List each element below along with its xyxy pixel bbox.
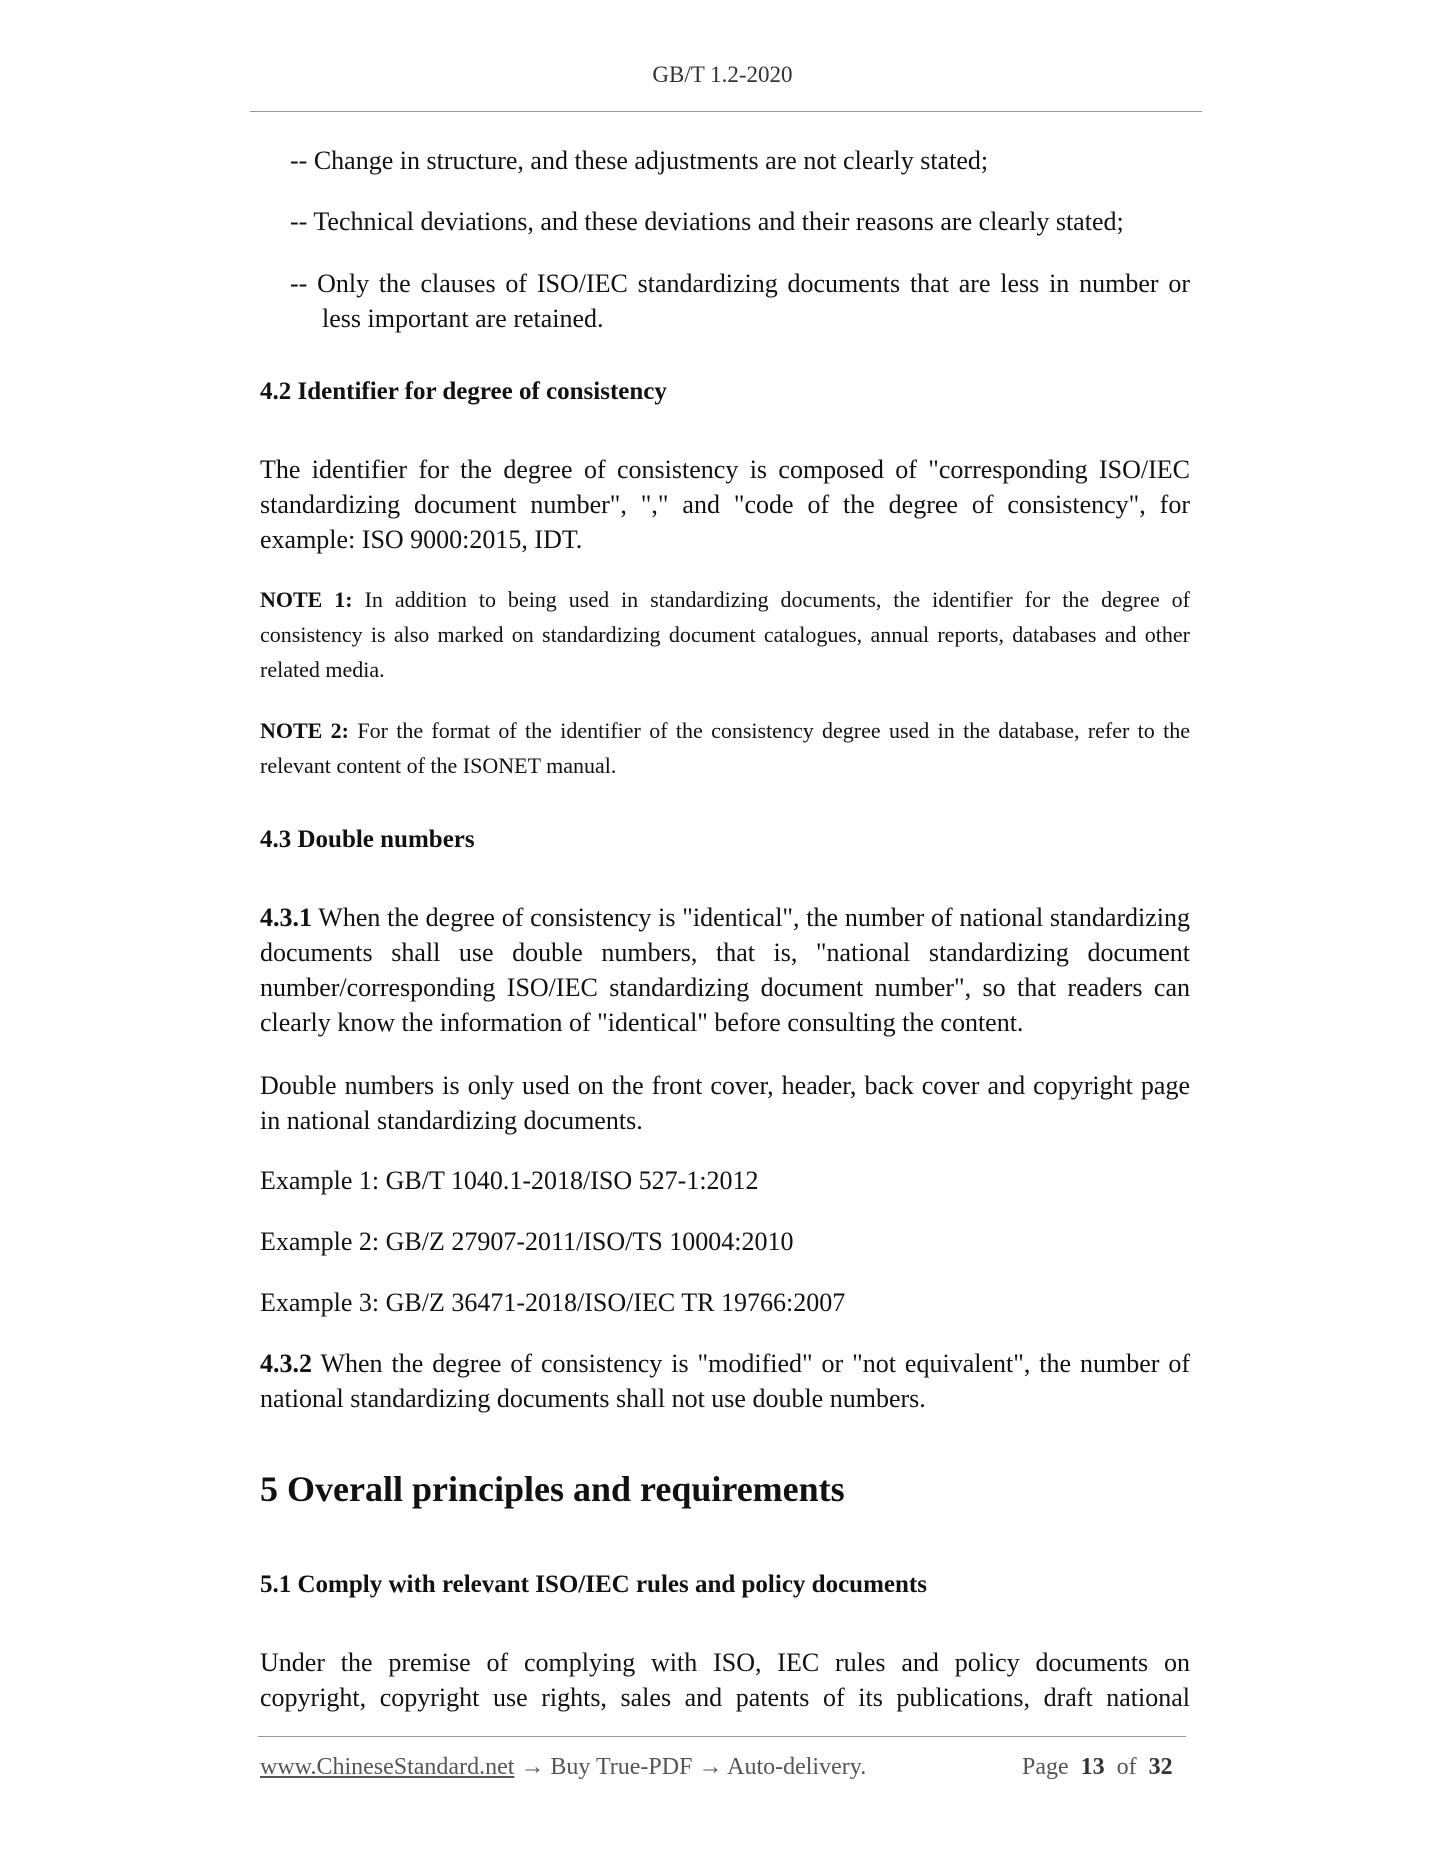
chapter-heading-5: 5 Overall principles and requirements (260, 1469, 845, 1509)
page-number: 13 (1080, 1754, 1105, 1780)
clause-number: 4.3.2 (260, 1349, 312, 1378)
paragraph (260, 1346, 1190, 1416)
example-1: Example 1: GB/T 1040.1-2018/ISO 527-1:2012 (260, 1166, 759, 1195)
section-heading-5-1: 5.1 Comply with relevant ISO/IEC rules and policy documents (260, 1571, 927, 1598)
bullet-item: -- Technical deviations, and these deviations and their reasons are clearly stated; (290, 207, 1124, 236)
note-text: In addition to being used in standardizing documents, the identifier for the degree of consistency is also marked on standardizing document catalogues, annual reports, databases and other related media. (260, 587, 1190, 682)
clause-text: When the degree of consistency is "identical", the number of national standardizing documents shall use double numbers, that is, "national standardizing document number/corresponding ISO/IEC standardizing document number", so that readers can clearly know the information of "identical" before consulting the content. (260, 903, 1190, 1037)
note-2 (260, 713, 1190, 783)
paragraph: Under the premise of complying with ISO, IEC rules and policy documents on copyright, copyright use rights, sales and patents of its publications, draft national (260, 1648, 1190, 1712)
note-label: NOTE 1: (260, 587, 353, 612)
page-total: 32 (1148, 1754, 1173, 1780)
example-2: Example 2: GB/Z 27907-2011/ISO/TS 10004:2010 (260, 1227, 794, 1256)
note-1 (260, 582, 1190, 687)
footer-divider (258, 1736, 1186, 1737)
section-heading-4-3: 4.3 Double numbers (260, 826, 475, 853)
clause-text: When the degree of consistency is "modified" or "not equivalent", the number of national standardizing documents shall not use double numbers. (260, 1349, 1190, 1413)
note-text: For the format of the identifier of the consistency degree used in the database, refer to the relevant content of the ISONET manual. (260, 718, 1190, 778)
paragraph: Double numbers is only used on the front cover, header, back cover and copyright page in national standardizing documents. (260, 1071, 1190, 1135)
section-heading-4-2: 4.2 Identifier for degree of consistency (260, 378, 667, 405)
header-divider (250, 111, 1202, 112)
page-indicator (1022, 1754, 1173, 1781)
bullet-item: -- Only the clauses of ISO/IEC standardizing documents that are less in number or less important are retained. (290, 269, 1190, 333)
footer-promo-text: → Buy True-PDF → Auto-delivery. (514, 1754, 867, 1780)
example-3: Example 3: GB/Z 36471-2018/ISO/IEC TR 19766:2007 (260, 1288, 846, 1317)
page-header-title: GB/T 1.2-2020 (652, 62, 793, 87)
website-link[interactable]: www.ChineseStandard.net (260, 1754, 515, 1780)
note-label: NOTE 2: (260, 718, 350, 743)
paragraph (260, 900, 1190, 1040)
of-label: of (1116, 1754, 1137, 1780)
clause-number: 4.3.1 (260, 903, 312, 932)
footer-promo (260, 1754, 866, 1781)
page-label: Page (1022, 1754, 1069, 1780)
paragraph: The identifier for the degree of consistency is composed of "corresponding ISO/IEC standardizing document number", "," and "code of the degree of consistency", for example: ISO 9000:2015, IDT. (260, 455, 1190, 554)
bullet-item: -- Change in structure, and these adjustments are not clearly stated; (290, 146, 989, 175)
